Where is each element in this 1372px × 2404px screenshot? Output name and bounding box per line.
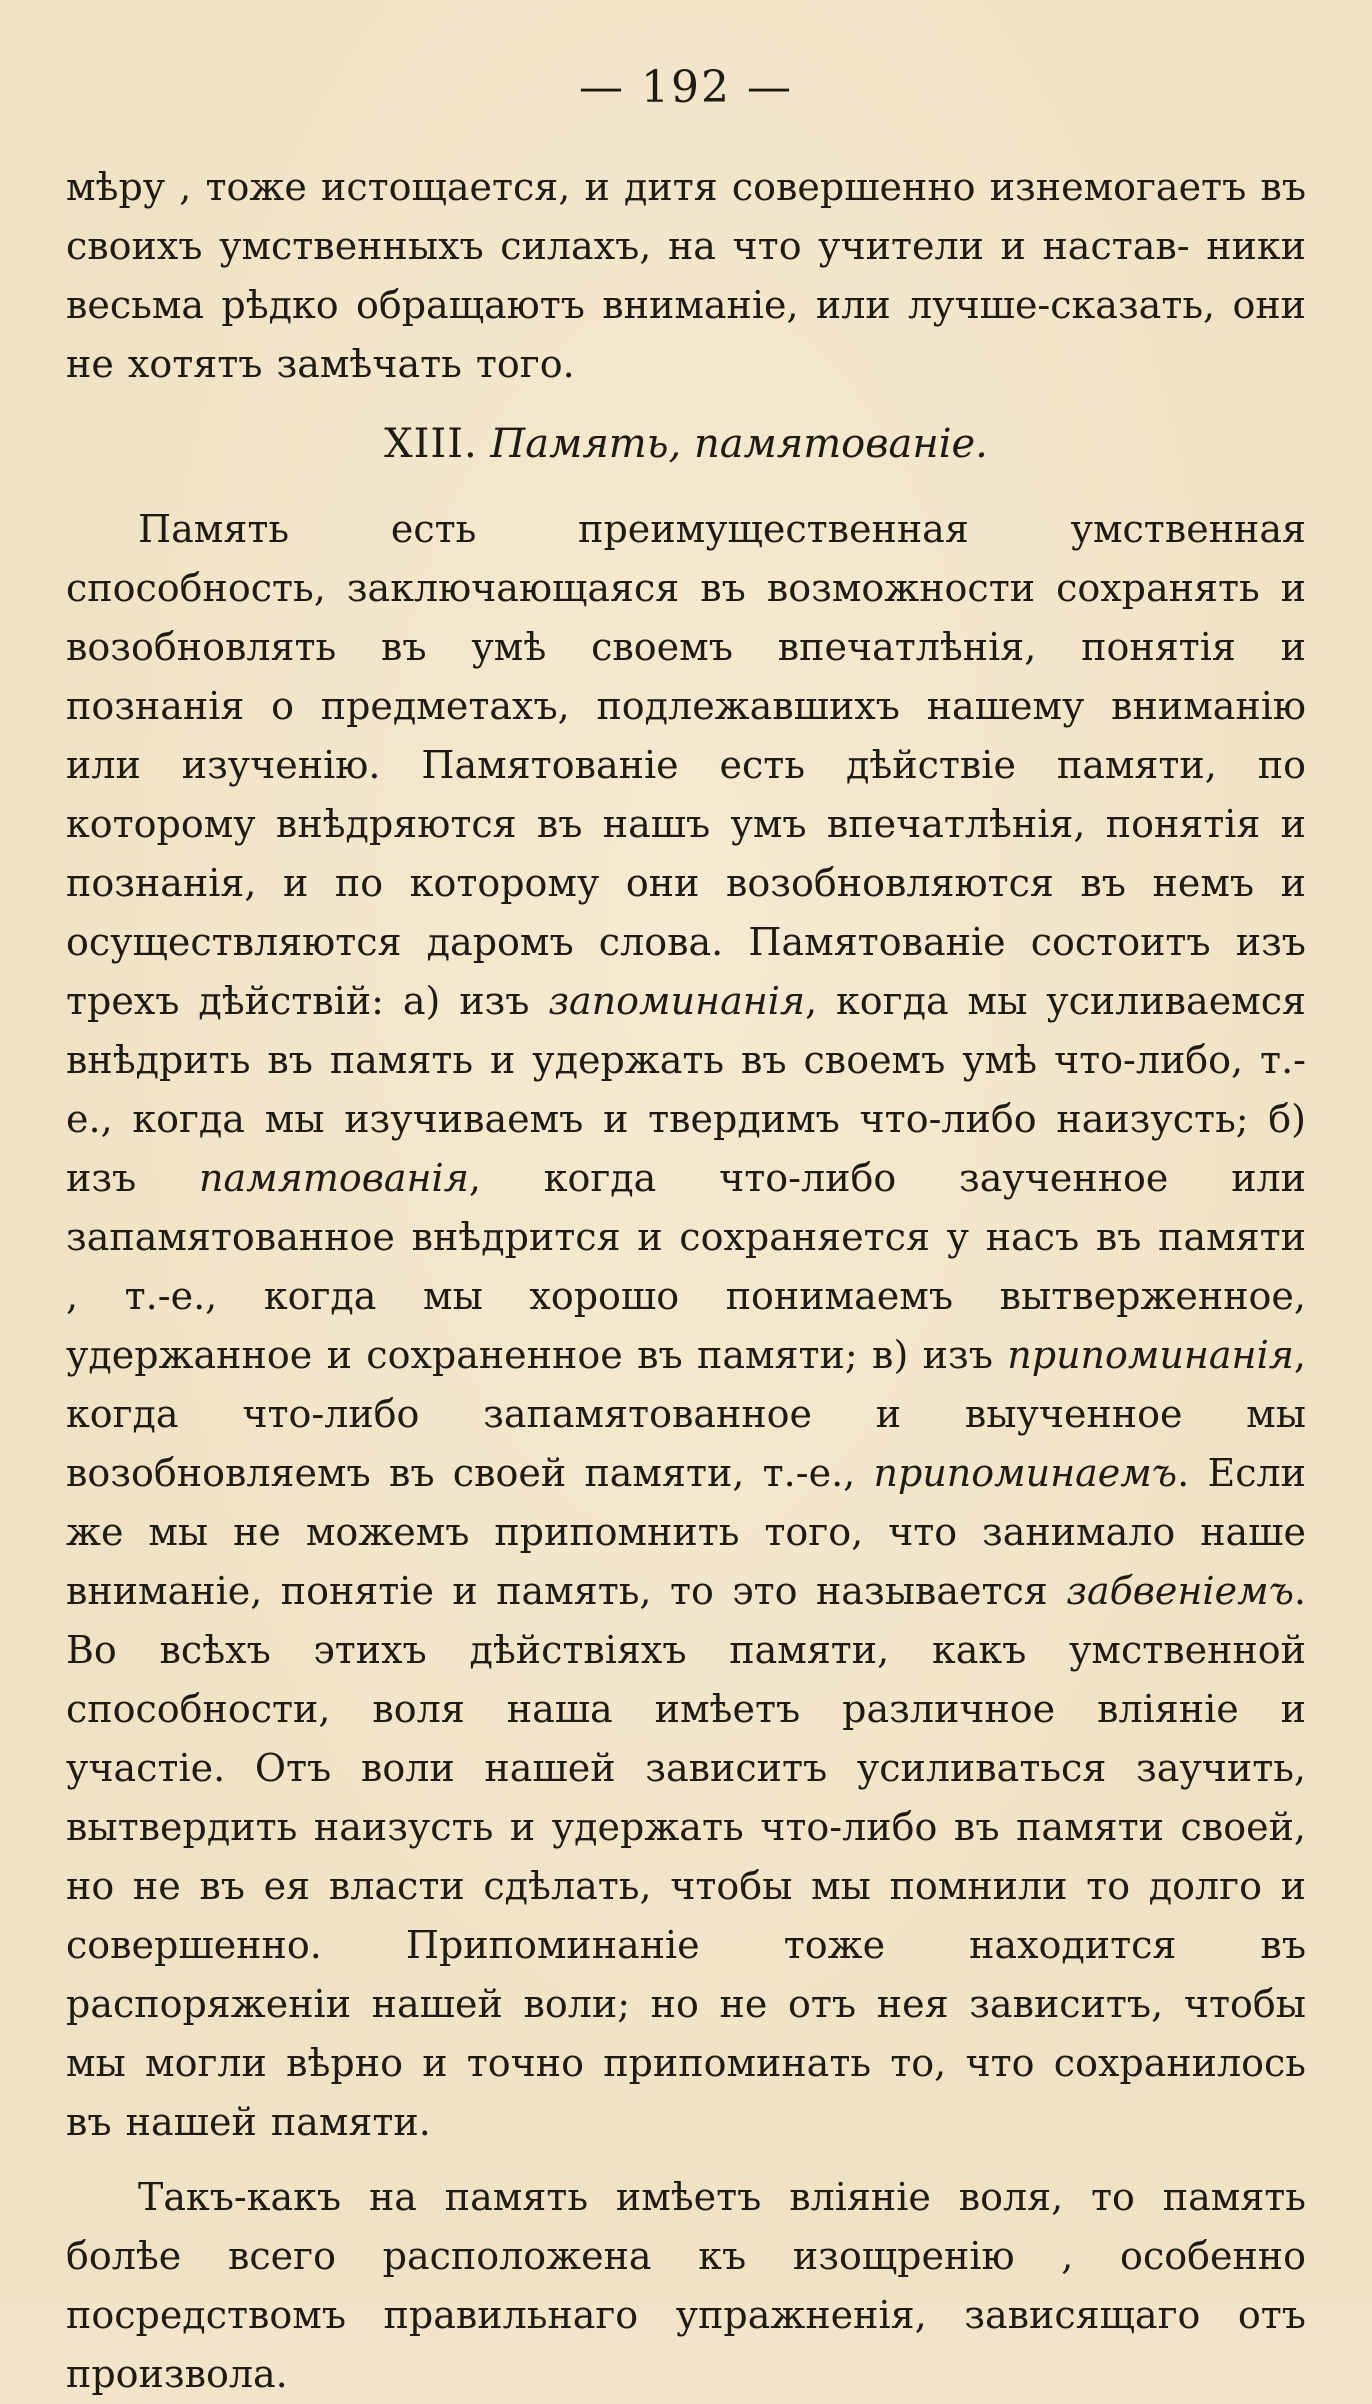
paragraph1-text-6: . Во всѣхъ этихъ дѣйствіяхъ памяти, какъ умственной способности, воля наша имѣетъ различное вліяніе и участіе. Отъ воли нашей зависитъ усиливаться заучить, вытвердить наизусть и удержать что-либо въ памяти своей, но не въ ея власти сдѣлать, чтобы мы помнили то долго и совершенно. Припоминаніе тоже находится въ распоряженіи нашей воли; но не отъ нея зависитъ, чтобы мы могли вѣрно и точно припоминать то, что сохранилось въ нашей памяти. xyxy=(66,1569,1306,2144)
term-pripominaem: припоминаемъ xyxy=(873,1451,1178,1495)
paragraph1-text-5: . Если же мы не можемъ припомнить того, что занимало наше вниманіе, понятіе и память, то это называется xyxy=(66,1451,1306,1613)
page-number: — 192 — xyxy=(579,62,793,113)
paragraph1-text-1: Память есть преимущественная умственная способность, заключающаяся въ возможности сохранять и возобновлять въ умѣ своемъ впечатлѣнія, понятія и познанія о предметахъ, подлежавшихъ нашему вниманію или изученію. Памятованіе есть дѣйствіе памяти, по которому внѣдряются въ нашъ умъ впечатлѣнія, понятія и познанія, и по которому они возобновляются въ немъ и осуществляются даромъ слова. Памятованіе состоитъ изъ трехъ дѣйствій: а) изъ xyxy=(66,507,1306,1023)
paragraph1-text-3: , когда что-либо заученное или запамятованное внѣдрится и сохраняется у насъ въ памяти , т.-е., когда мы хорошо понимаемъ вытверженное, удержанное и сохраненное въ памяти; в) изъ xyxy=(66,1156,1306,1377)
section-title-part2: памятованіе. xyxy=(693,421,988,467)
term-zabvenie: забвеніемъ xyxy=(1066,1569,1294,1613)
paragraph1-text-4: , когда что-либо запамятованное и выученное мы возобновляемъ въ своей памяти, т.-е., xyxy=(66,1333,1306,1495)
paragraph1-text-2: , когда мы усиливаемся внѣдрить въ память и удержать въ своемъ умѣ что-либо, т.-е., когда мы изучиваемъ и твердимъ что-либо наизусть; б) изъ xyxy=(66,979,1306,1200)
section-heading xyxy=(66,414,1306,474)
intro-paragraph xyxy=(66,158,1306,394)
intro-line-3: ники весьма рѣдко обращаютъ вниманіе, или лучше-сказать, xyxy=(66,224,1306,327)
paragraph-memory-definition xyxy=(66,500,1306,2152)
intro-line-4: они не хотятъ замѣчать того. xyxy=(66,283,1306,386)
intro-line-1: мѣру , тоже истощается, и дитя совершенно изнемогаетъ xyxy=(66,165,1247,209)
term-pripominanie: припоминанія xyxy=(1007,1333,1294,1377)
paragraph-memory-will xyxy=(66,2168,1306,2404)
term-zapominanie: запоминанія xyxy=(548,979,806,1023)
paragraph2-text: Такъ-какъ на память имѣетъ вліяніе воля, то память болѣе всего расположена къ изощренію , особенно посредствомъ правильнаго упражненія, зависящаго отъ произвола. xyxy=(66,2175,1306,2396)
section-title-separator: , xyxy=(668,421,682,467)
section-title-part1: Память xyxy=(490,421,669,467)
intro-line-2: въ своихъ умственныхъ силахъ, на что учители и настав- xyxy=(66,165,1306,268)
section-number: XIII. xyxy=(384,421,478,467)
page-body xyxy=(66,158,1306,2404)
term-pamyatovanie: памятованія xyxy=(199,1156,469,1200)
